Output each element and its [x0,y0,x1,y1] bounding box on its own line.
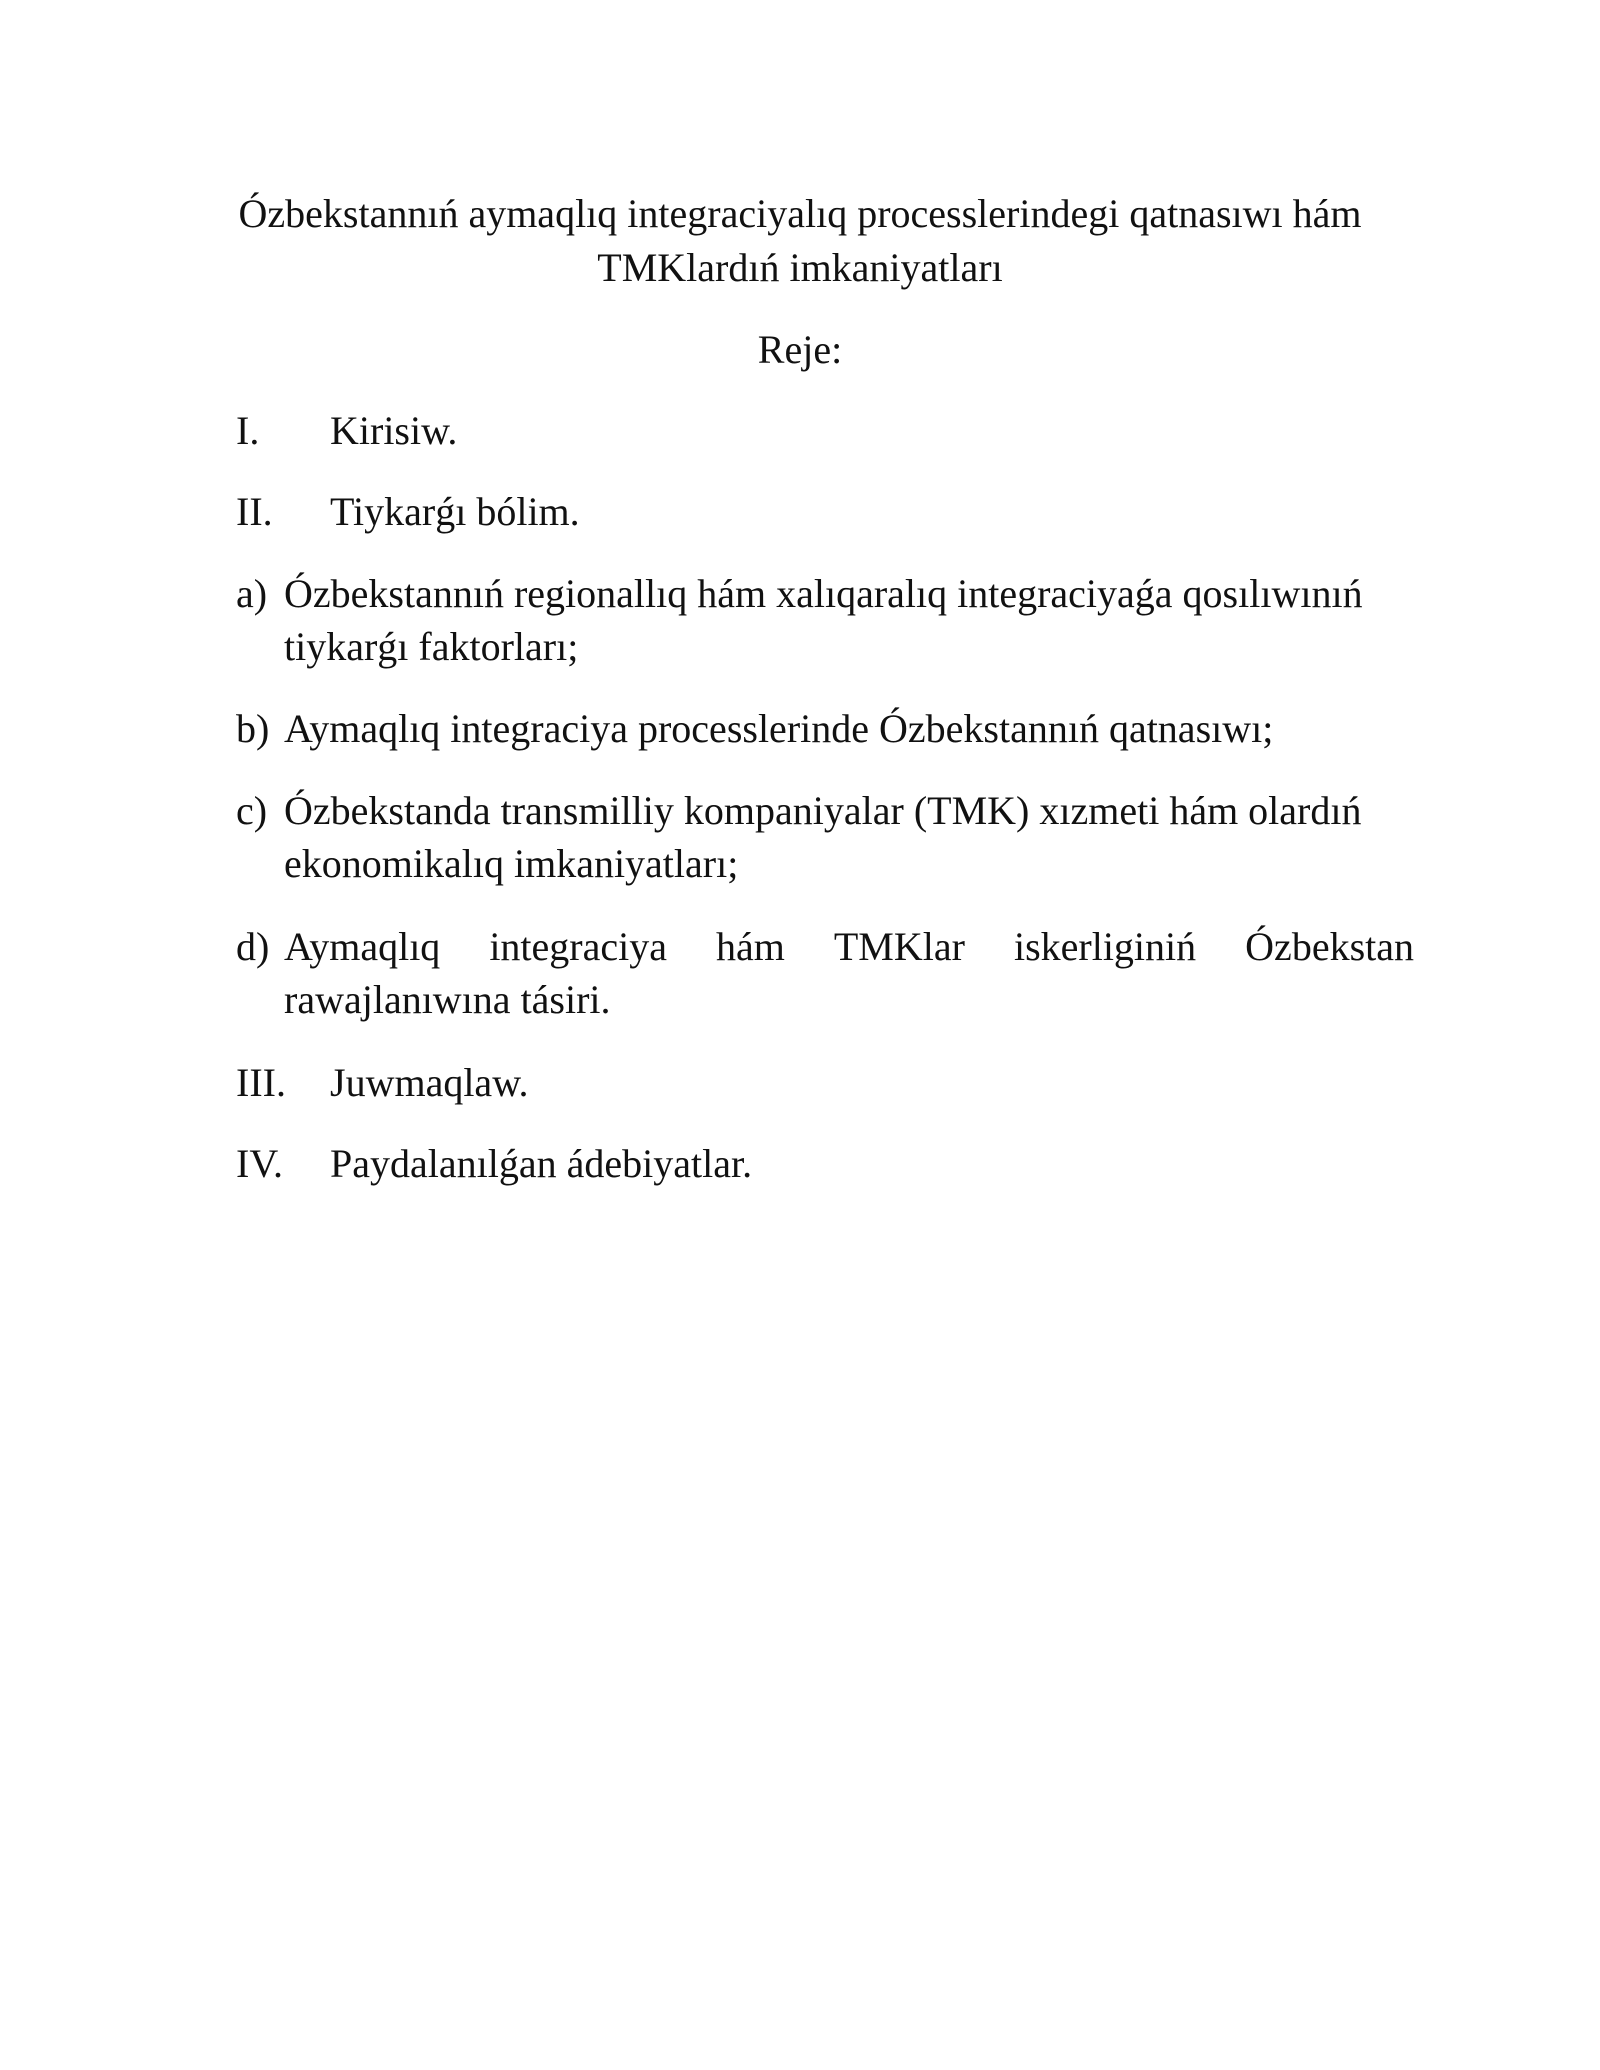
plan-item-text: Paydalanılǵan ádebiyatlar. [330,1141,753,1186]
document-title-line-2: TMKlardıń imkaniyatları [597,245,1003,290]
plan-item-text: Kirisiw. [330,408,458,453]
plan-subitem-text-line-1 [284,924,1414,970]
plan-subitem-word: Ózbekstan [1245,924,1414,969]
plan-subitem-letter: a) [236,571,268,616]
plan-subitem-c [0,788,1600,888]
plan-subitem-letter: d) [236,924,270,969]
plan-subitem-text-line-1: Ózbekstannıń regionallıq hám xalıqaralıq integraciyaǵa qosılıwınıń [284,571,1363,616]
plan-subitem-letter: b) [236,706,270,751]
plan-item-text: Tiykarǵı bólim. [330,489,580,534]
plan-item-number: II. [236,489,273,534]
plan-heading: Reje: [757,327,843,372]
plan-subitem-a [0,571,1600,671]
plan-item-number: III. [236,1060,286,1105]
document-title-line-1: Ózbekstannıń aymaqlıq integraciyalıq processlerindegi qatnasıwı hám [238,191,1362,236]
plan-subitem-text-line-2: rawajlanıwına tásiri. [284,977,611,1022]
plan-subitem-word: TMKlar [833,924,965,969]
plan-subitem-word: hám [716,924,785,969]
plan-subitem-text-line-2: ekonomikalıq imkaniyatları; [284,841,739,886]
plan-subitem-word: iskerliginiń [1013,924,1197,969]
plan-item-number: I. [236,408,260,453]
plan-subitem-word: integraciya [489,924,667,969]
plan-subitem-letter: c) [236,788,268,833]
plan-item-number: IV. [236,1141,284,1186]
plan-subitem-text-line-1: Ózbekstanda transmilliy kompaniyalar (TMK) xızmeti hám olardıń [284,788,1362,833]
plan-subitem-d [0,924,1600,1024]
plan-subitem-text-line-2: tiykarǵı faktorları; [284,624,579,669]
plan-subitem-text-line-1: Aymaqlıq integraciya processlerinde Ózbekstannıń qatnasıwı; [284,706,1274,751]
plan-subitem-word: Aymaqlıq [284,924,441,969]
plan-item-text: Juwmaqlaw. [330,1060,529,1105]
